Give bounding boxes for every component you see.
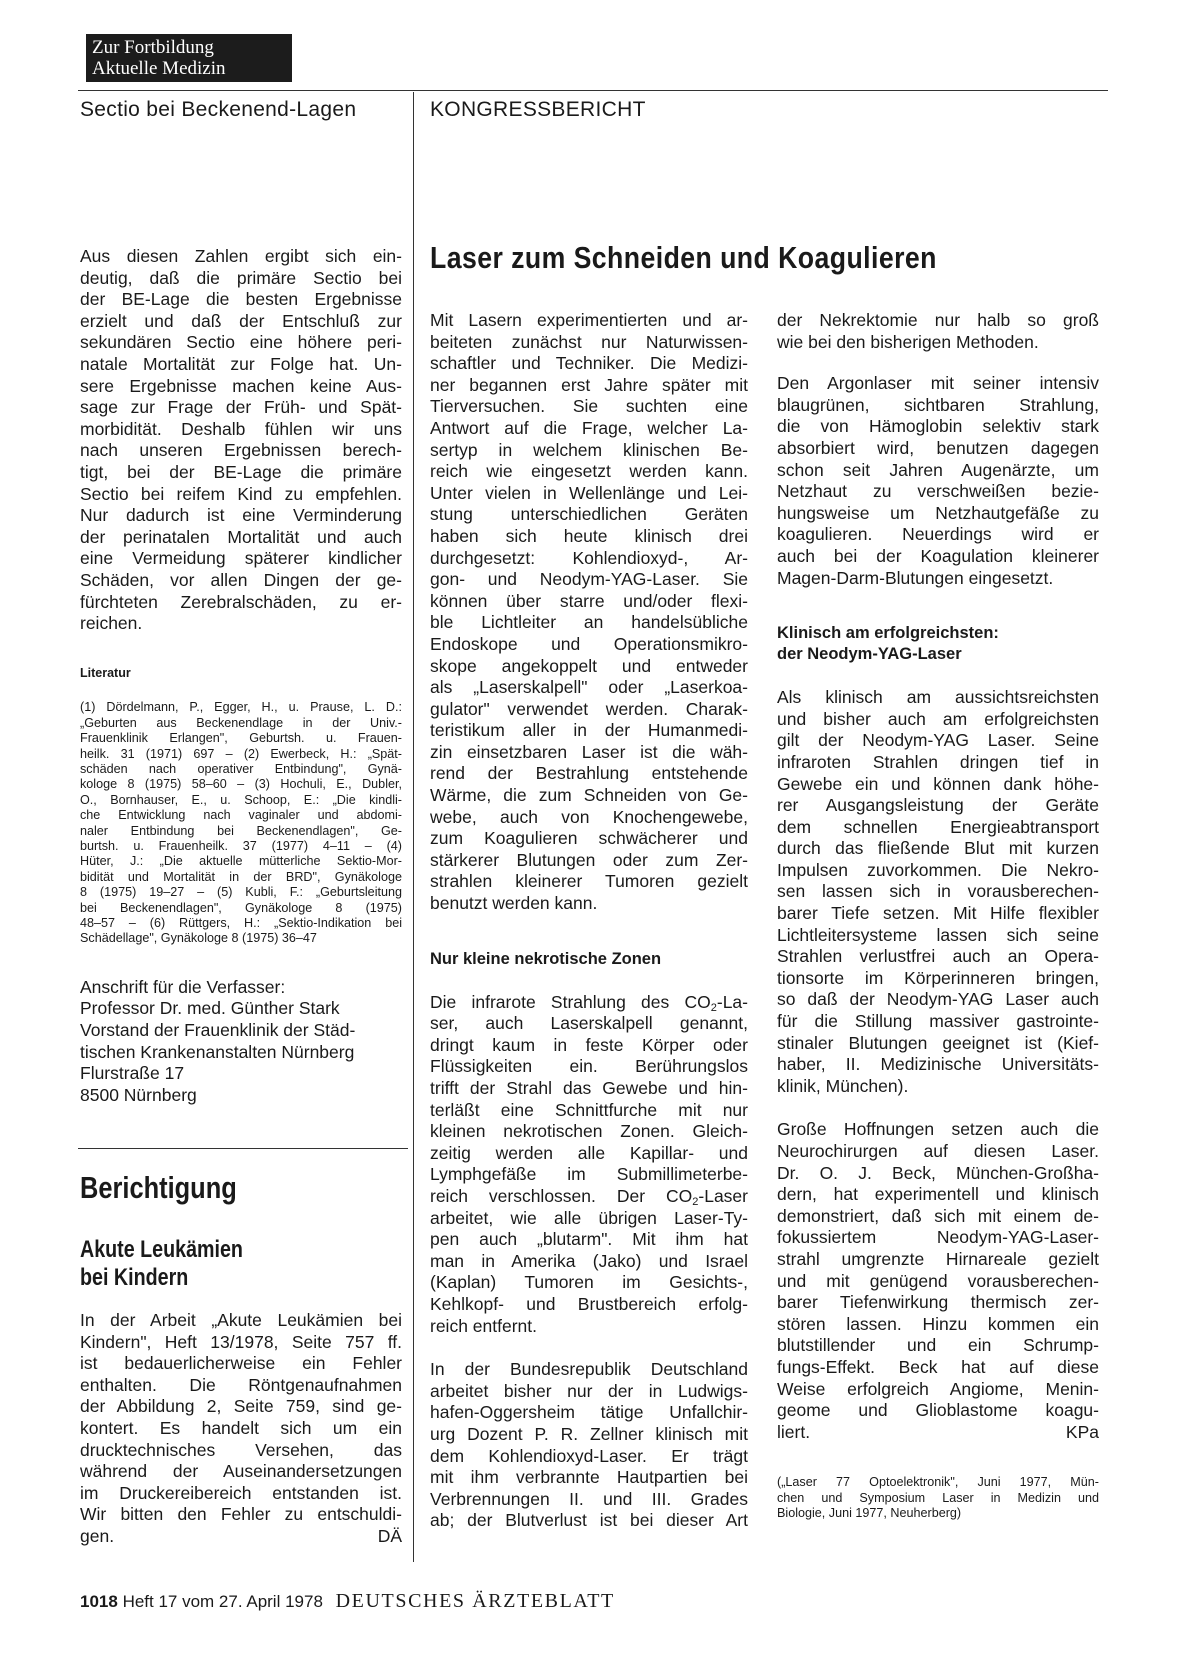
- text-line: mit ihm verbrannte Hautpartien bei: [430, 1467, 748, 1488]
- text-line: gulator" verwendet werden. Charak-: [430, 698, 748, 719]
- text-line: skope angekoppelt und entweder: [430, 655, 748, 676]
- signature: DÄ: [377, 1525, 402, 1546]
- text-line-signed: [777, 1422, 1099, 1444]
- text-line: Große Hoffnungen setzen auch die: [777, 1119, 1099, 1140]
- address-line: 8500 Nürnberg: [80, 1084, 197, 1105]
- text-line: der BE-Lage die besten Ergebnisse: [80, 289, 402, 310]
- text-line: der Nekrektomie nur halb so groß: [777, 310, 1099, 330]
- text-line: Kindern", Heft 13/1978, Seite 757 ff.: [80, 1331, 402, 1352]
- text-line: sage zur Frage der Früh- und Spät-: [80, 397, 402, 418]
- text-line: rer Ausgangsleistung der Geräte: [777, 795, 1099, 816]
- text-line: Endoskope und Operationsmikro-: [430, 633, 748, 654]
- text-line: trifft der Strahl das Gewebe und hin-: [430, 1078, 748, 1098]
- text-line: demonstriert, daß sich mit einem de-: [777, 1205, 1099, 1226]
- address-line: Flurstraße 17: [80, 1063, 185, 1084]
- text-line: Weise erfolgreich Angiome, Menin-: [777, 1378, 1099, 1399]
- text-line: der Abbildung 2, Seite 759, sind ge-: [80, 1396, 402, 1417]
- text-line: Flüssigkeiten ein. Berührungslos: [430, 1056, 748, 1077]
- text-line: infraroten Strahlen dringen tief in: [777, 751, 1099, 772]
- text-line: dern, hat experimentell und klinisch: [777, 1184, 1099, 1205]
- text-line: haber, II. Medizinische Universitäts-: [777, 1054, 1099, 1075]
- footnote-line: („Laser 77 Optoelektronik", Juni 1977, Mün-: [777, 1475, 1099, 1490]
- page-footer: [80, 1590, 615, 1613]
- text-line: reichen.: [80, 613, 143, 634]
- section-title-left: Sectio bei Beckenend-Lagen: [80, 98, 357, 121]
- text-line: Verbrennungen II. und III. Grades: [430, 1488, 748, 1509]
- reference-line: heilk. 31 (1971) 697 – (2) Ewerbeck, H.: „Spät-: [80, 746, 402, 761]
- reference-line: Schädellage", Gynäkologe 8 (1975) 36–47: [80, 931, 317, 946]
- text-line: enthalten. Die Röntgenaufnahmen: [80, 1374, 402, 1395]
- text-line: ab; der Blutverlust ist bei dieser Art: [430, 1510, 748, 1531]
- subscript: 2: [692, 1195, 699, 1208]
- text-line: rend der Bestrahlung entstehende: [430, 763, 748, 784]
- text-line: durchgesetzt: Kohlendioxyd-, Ar-: [430, 547, 748, 568]
- text-fragment: reich verschlossen. Der CO: [430, 1185, 693, 1206]
- text-fragment: liert.: [777, 1421, 811, 1442]
- text-line: so daß der Neodym-YAG Laser auch: [777, 989, 1099, 1010]
- reference-line: kologe 8 (1975) 58–60 – (3) Hochuli, E., Dubler,: [80, 777, 402, 792]
- text-line: kleinen nekrotischen Zonen. Gleich-: [430, 1121, 748, 1142]
- text-line: stung unterschiedlichen Geräten: [430, 504, 748, 525]
- subheading-neodym: [777, 623, 1099, 665]
- text-fragment: Die infrarote Strahlung des CO: [430, 991, 711, 1012]
- badge-line-1: Zur Fortbildung: [92, 37, 214, 58]
- column-divider: [413, 92, 414, 1562]
- text-line: geome und Glioblastome koagu-: [777, 1400, 1099, 1421]
- text-line: Aus diesen Zahlen ergibt sich ein-: [80, 246, 402, 266]
- reference-line: 48–57 – (6) Rüttgers, H.: „Sektio-Indikation bei: [80, 915, 402, 930]
- text-line: Den Argonlaser mit seiner intensiv: [777, 373, 1099, 394]
- text-line: schon seit Jahren Augenärzte, um: [777, 459, 1099, 480]
- reference-line: O., Bornhauser, E., u. Schoop, E.: „Die kindli-: [80, 792, 402, 807]
- issue-info: Heft 17 vom 27. April 1978: [122, 1592, 323, 1611]
- text-line: ser, auch Laserskalpell genannt,: [430, 1013, 748, 1034]
- author-address: [80, 977, 402, 1107]
- footnote-line: Biologie, Juni 1977, Neuherberg): [777, 1506, 962, 1521]
- reference-line: 8 (1975) 19–27 – (5) Kubli, F.: „Geburtsleitung: [80, 885, 402, 900]
- text-line: zin einsetzbaren Laser ist die wäh-: [430, 741, 748, 762]
- text-line-co2: [430, 992, 748, 1014]
- text-line: strahlen kleinerer Tumoren gezielt: [430, 871, 748, 892]
- text-line: In der Arbeit „Akute Leukämien bei: [80, 1310, 402, 1330]
- text-line: terläßt eine Schnittfurche mit nur: [430, 1099, 748, 1120]
- reference-line: naler Entbindung bei Beckenendlagen", Ge-: [80, 823, 402, 838]
- correction-subheading: [80, 1236, 243, 1292]
- text-line: pen auch „blutarm". Mit ihm hat: [430, 1229, 748, 1250]
- text-line: schaftler und Techniker. Die Medizi-: [430, 353, 748, 374]
- left-column: [80, 246, 402, 1106]
- text-line: ble Lichtleiter an handelsübliche: [430, 612, 748, 633]
- references: [80, 700, 402, 947]
- text-line: Sectio bei reifem Kind zu empfehlen.: [80, 483, 402, 504]
- text-fragment: gen.: [80, 1525, 115, 1546]
- article-column-b: [777, 310, 1099, 1522]
- literature-heading: Literatur: [80, 665, 131, 680]
- text-line: tigt, bei der BE-Lage die primäre: [80, 461, 402, 482]
- reference-line: bidität und Mortalität in der BRD", Gynäkologe: [80, 869, 402, 884]
- subheading-necrotic-zones: Nur kleine nekrotische Zonen: [430, 949, 662, 968]
- text-line: Mit Lasern experimentierten und ar-: [430, 310, 748, 330]
- conclusion-paragraph: [80, 246, 402, 635]
- text-line: nach unseren Ergebnissen berech-: [80, 440, 402, 461]
- text-line: Neurochirurgen auf diesen Laser.: [777, 1141, 1099, 1161]
- text-line: blaugrünen, sichtbaren Strahlung,: [777, 394, 1099, 415]
- text-line: hungsweise um Netzhautgefäße zu: [777, 502, 1099, 523]
- text-line: hafen-Oggersheim tätige Unfallchir-: [430, 1402, 748, 1423]
- address-line: tischen Krankenanstalten Nürnberg: [80, 1041, 355, 1062]
- article-column-a: [430, 310, 748, 1532]
- text-line: urg Dozent P. R. Zellner klinisch mit: [430, 1423, 748, 1444]
- text-line-co2: [430, 1186, 748, 1208]
- text-line: während der Auseinandersetzungen: [80, 1461, 402, 1482]
- text-line: ner begannen erst Jahre später mit: [430, 374, 748, 395]
- text-line: Antwort auf die Frage, welcher La-: [430, 417, 748, 438]
- text-line: Magen-Darm-Blutungen eingesetzt.: [777, 567, 1054, 588]
- text-line: fürchteten Zerebralschäden, zu er-: [80, 591, 402, 612]
- text-line: wie bei den bisherigen Methoden.: [777, 331, 1039, 352]
- text-line: zum Koagulieren schwächerer und: [430, 828, 748, 849]
- text-line: Lymphgefäße im Submillimeterbe-: [430, 1164, 748, 1185]
- reference-line: „Geburten aus Beckenendlage in der Univ.-: [80, 715, 402, 730]
- source-footnote: [777, 1475, 1099, 1521]
- footnote-line: chen und Symposium Laser in Medizin und: [777, 1490, 1099, 1505]
- text-line: sen lassen sich in vorausberechen-: [777, 881, 1099, 902]
- text-line: beiteten zunächst nur Naturwissen-: [430, 331, 748, 352]
- text-line: sekundären Sectio eine höhere peri-: [80, 332, 402, 353]
- text-line: als „Laserskalpell" oder „Laserkoa-: [430, 677, 748, 698]
- continuation-paragraph: [777, 310, 1099, 353]
- neurosurgery-paragraph: [777, 1119, 1099, 1443]
- text-line: eine Vermeidung späterer kindlicher: [80, 548, 402, 569]
- text-line: barer Tiefe setzen. Mit Hilfe flexibler: [777, 903, 1099, 924]
- text-line: Lichtleitersysteme lassen sich seine: [777, 924, 1099, 945]
- text-line: absorbiert wird, benutzen dagegen: [777, 437, 1099, 458]
- section-badge: [86, 34, 292, 82]
- text-line: und bisher auch am erfolgreichsten: [777, 708, 1099, 729]
- germany-paragraph: [430, 1359, 748, 1532]
- text-line: der perinatalen Mortalität und auch: [80, 526, 402, 547]
- text-line: auch bei der Koagulation kleinerer: [777, 545, 1099, 566]
- text-line-signed: [80, 1526, 402, 1548]
- text-line: reich entfernt.: [430, 1315, 537, 1336]
- text-line: arbeitet, wie alle übrigen Laser-Ty-: [430, 1207, 748, 1228]
- text-line: In der Bundesrepublik Deutschland: [430, 1359, 748, 1380]
- text-line: stören lassen. Hinzu kommen ein: [777, 1313, 1099, 1334]
- subheading-line: bei Kindern: [80, 1264, 189, 1291]
- text-line: dringt kaum in feste Körper oder: [430, 1034, 748, 1055]
- text-line: deutig, daß die primäre Sectio bei: [80, 267, 402, 288]
- text-line: reich wie eingesetzt werden kann.: [430, 461, 748, 482]
- text-line: zeitig werden alle Kapillar- und: [430, 1142, 748, 1163]
- text-line: dem Kohlendioxyd-Laser. Er trägt: [430, 1445, 748, 1466]
- text-line: blutstillender und ein Schrump-: [777, 1335, 1099, 1356]
- text-line: fungs-Effekt. Beck hat auf diese: [777, 1356, 1099, 1377]
- text-line: koagulieren. Neuerdings wird er: [777, 524, 1099, 545]
- text-line: für die Stillung massiver gastrointe-: [777, 1011, 1099, 1032]
- text-line: dem schnellen Energieabtransport: [777, 816, 1099, 837]
- subscript: 2: [710, 1001, 717, 1014]
- text-line: Nur dadurch ist eine Verminderung: [80, 505, 402, 526]
- top-rule: [78, 90, 1108, 91]
- text-fragment: -La-: [716, 991, 748, 1012]
- berichtigung-rule: [78, 1148, 408, 1149]
- text-line: fokussiertem Neodym-YAG-Laser-: [777, 1227, 1099, 1248]
- text-line: Wärme, die zum Schneiden von Ge-: [430, 785, 748, 806]
- text-line: kontert. Es handelt sich um ein: [80, 1417, 402, 1438]
- text-line: sertyp in welchem klinischen Be-: [430, 439, 748, 460]
- text-line: im Druckereibereich entstanden ist.: [80, 1482, 402, 1503]
- text-line: barer Tiefenwirkung thermisch zer-: [777, 1292, 1099, 1313]
- text-fragment: -Laser: [698, 1185, 748, 1206]
- journal-name: DEUTSCHES ÄRZTEBLATT: [335, 1590, 615, 1612]
- text-line: drucktechnisches Versehen, das: [80, 1439, 402, 1460]
- text-line: morbidität. Deshalb fühlen wir uns: [80, 418, 402, 439]
- text-line: ist bedauerlicherweise ein Fehler: [80, 1353, 402, 1374]
- text-line: Tierversuchen. Sie suchten eine: [430, 396, 748, 417]
- text-line: und mit genügend vorausberechen-: [777, 1270, 1099, 1291]
- intro-paragraph: [430, 310, 748, 915]
- text-line: benutzt werden kann.: [430, 893, 598, 914]
- text-line: erzielt und daß der Entschluß zur: [80, 310, 402, 331]
- text-line: Strahlen verlustfrei auch an Opera-: [777, 946, 1099, 967]
- text-line: sere Ergebnisse machen keine Aus-: [80, 375, 402, 396]
- text-line: Dr. O. J. Beck, München-Großha-: [777, 1162, 1099, 1183]
- text-line: (Kaplan) Tumoren im Gesichts-,: [430, 1272, 748, 1293]
- text-line: haben sich heute klinisch drei: [430, 525, 748, 546]
- text-line: Netzhaut zu verschweißen bezie-: [777, 481, 1099, 502]
- text-line: klinik, München).: [777, 1075, 909, 1096]
- subheading-line: Klinisch am erfolgreichsten:: [777, 624, 999, 643]
- text-line: Gewebe ein und können dank höhe-: [777, 773, 1099, 794]
- reference-line: Frauenklinik Erlangen", Geburtsh. u. Frauen-: [80, 731, 402, 746]
- section-title-right: KONGRESSBERICHT: [430, 98, 646, 121]
- text-line: stärkerer Blutungen oder zum Zer-: [430, 849, 748, 870]
- text-line: Als klinisch am aussichtsreichsten: [777, 687, 1099, 708]
- text-line: durch das fließende Blut mit kurzen: [777, 838, 1099, 859]
- page-number: 1018: [80, 1592, 118, 1611]
- text-line: Unter vielen in Wellenlänge und Lei-: [430, 482, 748, 503]
- reference-line: Hüter, J.: „Die aktuelle mütterliche Sektio-Mor-: [80, 854, 402, 869]
- text-line: tionsorte im Körperinneren bringen,: [777, 967, 1099, 988]
- signature: KPa: [1065, 1421, 1099, 1442]
- reference-line: bei Beckenendlagen", Gynäkologe 8 (1975): [80, 900, 402, 915]
- text-line: Schäden, vor allen Dingen der ge-: [80, 569, 402, 590]
- address-line: Vorstand der Frauenklinik der Städ-: [80, 1019, 356, 1040]
- article-headline: Laser zum Schneiden und Koagulieren: [430, 240, 937, 275]
- address-line: Anschrift für die Verfasser:: [80, 976, 286, 997]
- text-line: können über starre und/oder flexi-: [430, 590, 748, 611]
- text-line: arbeitet bisher nur der in Ludwigs-: [430, 1380, 748, 1401]
- reference-line: che Entwicklung nach vaginaler und abdomi-: [80, 808, 402, 823]
- text-line: Impulsen zuvorkommen. Die Nekro-: [777, 859, 1099, 880]
- berichtigung-heading: Berichtigung: [80, 1170, 237, 1205]
- text-line: gilt der Neodym-YAG Laser. Seine: [777, 730, 1099, 751]
- address-line: Professor Dr. med. Günther Stark: [80, 998, 340, 1019]
- neodym-paragraph: [777, 687, 1099, 1097]
- text-line: webe, auch von Knochengewebe,: [430, 806, 748, 827]
- text-line: strahl umgrenzte Hirnareale gezielt: [777, 1248, 1099, 1269]
- badge-line-2: Aktuelle Medizin: [92, 58, 226, 79]
- argon-paragraph: [777, 373, 1099, 589]
- text-line: gon- und Neodym-YAG-Laser. Sie: [430, 569, 748, 590]
- text-line: teristikum aller in der Humanmedi-: [430, 720, 748, 741]
- text-line: man in Amerika (Jako) und Israel: [430, 1250, 748, 1271]
- co2-paragraph: [430, 992, 748, 1338]
- correction-text: [80, 1310, 402, 1548]
- text-line: Wir bitten den Fehler zu entschuldi-: [80, 1504, 402, 1525]
- reference-line: (1) Dördelmann, P., Egger, H., u. Prause, L. D.:: [80, 700, 402, 715]
- text-line: natale Mortalität zur Folge hat. Un-: [80, 353, 402, 374]
- reference-line: burtsh. u. Frauenheilk. 37 (1977) 4–11 – (4): [80, 838, 402, 853]
- text-line: stinaler Blutungen geeignet ist (Kief-: [777, 1032, 1099, 1053]
- subheading-line: der Neodym-YAG-Laser: [777, 645, 962, 664]
- reference-line: schäden nach operativer Entbindung", Gynä-: [80, 761, 402, 776]
- text-line: Kehlkopf- und Brustbereich erfolg-: [430, 1293, 748, 1314]
- subheading-line: Akute Leukämien: [80, 1236, 243, 1263]
- text-line: die von Hämoglobin selektiv stark: [777, 416, 1099, 437]
